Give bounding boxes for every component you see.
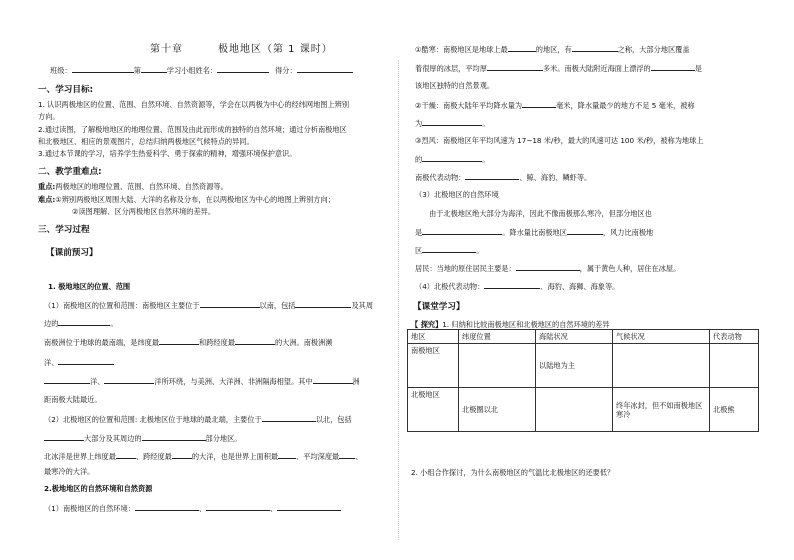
name-blank[interactable] bbox=[217, 65, 269, 73]
group-label: 第 bbox=[133, 66, 141, 75]
comparison-table bbox=[407, 329, 759, 432]
closest-continent-line: 距南极大陆最近。 bbox=[44, 395, 102, 404]
blank[interactable] bbox=[339, 451, 355, 459]
blank[interactable] bbox=[277, 503, 341, 511]
sep: 、 bbox=[198, 504, 207, 513]
score-blank[interactable] bbox=[297, 65, 353, 73]
arctic-ocean-line bbox=[44, 451, 362, 461]
antarctic-position-line bbox=[44, 300, 373, 310]
blank[interactable] bbox=[422, 154, 482, 162]
arctic-range-text-2: 部分地区。 bbox=[205, 434, 242, 443]
arctic-position-text: （2）北极地区的位置和范围: 北极地区位于地球的最北端，主要位于 bbox=[44, 415, 262, 424]
environment-subheading: 2.极地地区的自然环境和自然资源 bbox=[44, 484, 153, 493]
arctic-animals-text: 、海豹、海狮、海象等。 bbox=[540, 282, 620, 291]
blank[interactable] bbox=[142, 433, 206, 441]
blank[interactable] bbox=[200, 300, 260, 308]
ocean-text: 洋、 bbox=[44, 358, 59, 367]
latitude-text-2: 和跨经度最 bbox=[199, 338, 235, 347]
column-divider bbox=[398, 60, 399, 540]
goal-1-line-a: 1. 认识两极地区的位置、范围、自然环境、自然资源等，学会在以两极为中心的经纬网地图上辨别 bbox=[38, 100, 350, 109]
cold-text-5: 多米。南极大陆附近海面上漂浮的 bbox=[542, 64, 651, 73]
blank[interactable] bbox=[422, 245, 476, 253]
env-text: 是 bbox=[415, 228, 423, 237]
cold-text-4: 着很厚的冰层，平均厚 bbox=[415, 64, 487, 73]
difficulty-row bbox=[38, 195, 335, 204]
coldest-ocean-line: 最寒冷的大洋。 bbox=[44, 467, 95, 476]
extreme-cold-line-2 bbox=[415, 63, 702, 73]
dry-line-1 bbox=[415, 100, 695, 110]
goal-1-line-b: 方向。 bbox=[38, 112, 60, 121]
latitude-text-3: 的大洲。南极洲濒 bbox=[274, 338, 333, 347]
wind-line-2 bbox=[415, 154, 489, 164]
arctic-ocean-text: 北冰洋是世界上纬度最 bbox=[44, 452, 116, 461]
arctic-environment-heading: （3）北极地区的自然环境 bbox=[415, 190, 499, 199]
antarctic-environment-line bbox=[44, 503, 341, 513]
key-label: 重点: bbox=[38, 182, 56, 191]
table-cell: 北极熊 bbox=[710, 388, 759, 432]
latitude-text: 南极洲位于地球的最南端，是纬度最 bbox=[44, 338, 160, 347]
arctic-ocean-text-2: 、跨经度最 bbox=[135, 452, 172, 461]
cold-text-6: 是 bbox=[694, 64, 702, 73]
arctic-range-line bbox=[44, 433, 241, 443]
blank[interactable] bbox=[295, 300, 351, 308]
blank[interactable] bbox=[278, 451, 296, 459]
arctic-range-text: 大部分及其周边的 bbox=[84, 434, 142, 443]
table-cell[interactable] bbox=[613, 344, 710, 388]
ocean-text-3: 洋所环绕，与美洲、大洋洲、非洲隔海相望。其中 bbox=[154, 377, 313, 386]
difficulty-1: ①辨别两极地区周围大陆、大洋的名称及分布，在以两极地区为中心的地图上辨别方向； bbox=[55, 195, 335, 204]
blank[interactable] bbox=[516, 263, 580, 271]
antarctic-range-line bbox=[44, 318, 118, 328]
blank[interactable] bbox=[465, 172, 519, 180]
dry-text-4: 。 bbox=[482, 119, 490, 128]
goal-3: 3.通过本节课的学习，培养学生热爱科学、勇于探索的精神，增强环境保护意识。 bbox=[38, 149, 297, 158]
wind-text-2: 。 bbox=[482, 155, 490, 164]
blank[interactable] bbox=[58, 357, 114, 365]
residents-line bbox=[415, 263, 680, 273]
env-text-4: 区 bbox=[415, 246, 423, 255]
blank[interactable] bbox=[422, 118, 482, 126]
table-cell: 北极地区 bbox=[408, 388, 459, 432]
antarctic-position-text-2: 以南，包括 bbox=[259, 301, 296, 310]
blank[interactable] bbox=[172, 451, 192, 459]
cold-text: ①酷寒：南极地区是地球上最 bbox=[415, 45, 508, 54]
table-header-cell: 海陆状况 bbox=[536, 330, 613, 344]
env-text-3: ，风力比南极地 bbox=[602, 228, 654, 237]
sep: 、 bbox=[270, 504, 278, 513]
blank[interactable] bbox=[262, 414, 316, 422]
cold-text-2: 的地区，有 bbox=[535, 45, 572, 54]
ocean-text-2: 洋、 bbox=[90, 377, 105, 386]
arctic-position-text-2: 以北，包括 bbox=[315, 415, 352, 424]
section-process-heading: 三、学习过程 bbox=[38, 225, 90, 235]
table-cell: 终年冰封，但不如南极地区寒冷 bbox=[613, 388, 710, 432]
env-text-2: 。降水量比南极地区 bbox=[502, 228, 567, 237]
blank[interactable] bbox=[508, 44, 536, 52]
table-cell: 以陆地为主 bbox=[536, 344, 613, 388]
blank[interactable] bbox=[44, 376, 90, 384]
explore-line bbox=[411, 320, 610, 329]
chapter-label: 第十章 bbox=[150, 44, 183, 55]
blank[interactable] bbox=[422, 227, 502, 235]
blank[interactable] bbox=[135, 503, 199, 511]
table-cell[interactable] bbox=[710, 344, 759, 388]
residents-text: 居民：当地的原住居民主要是： bbox=[415, 264, 516, 273]
class-label: 班级： bbox=[50, 66, 72, 75]
ocean-line-2 bbox=[44, 376, 360, 386]
discussion-question: 2. 小组合作探讨，为什么南极地区的气温比北极地区的还要低？ bbox=[411, 468, 615, 477]
arctic-animals-line bbox=[415, 281, 619, 291]
student-info-row bbox=[50, 65, 353, 75]
animals-text: 、鲸、海豹、鳞虾等。 bbox=[519, 173, 592, 182]
page-title: 极地地区（第 1 课时） bbox=[218, 44, 333, 55]
arctic-ocean-text-5: 、 bbox=[355, 452, 363, 461]
table-row bbox=[408, 388, 759, 432]
table-header-cell: 地区 bbox=[408, 330, 459, 344]
cold-text-3: 之称，大部分地区覆盖 bbox=[617, 45, 690, 54]
class-learning-heading: 【课堂学习】 bbox=[413, 302, 465, 312]
range-text: 边的 bbox=[44, 319, 59, 328]
table-cell: 南极地区 bbox=[408, 344, 459, 388]
table-row bbox=[408, 344, 759, 388]
arctic-env-line-3 bbox=[415, 245, 483, 255]
dry-line-2 bbox=[415, 118, 489, 128]
group-blank[interactable] bbox=[141, 65, 167, 73]
arctic-animals-label: （4）北极代表动物： bbox=[415, 282, 485, 291]
antarctic-position-text: （1）南极地区的位置和范围：南极地区主要位于 bbox=[44, 301, 200, 310]
goal-2-line-a: 2.通过读图，了解极地地区的地理位置、范围及由此而形成的独特的自然环境；通过分析南极地区 bbox=[38, 125, 347, 134]
blank[interactable] bbox=[235, 337, 275, 345]
section-key-points-heading: 二、教学重难点: bbox=[38, 167, 102, 177]
antarctic-position-text-3: 及其周 bbox=[351, 301, 374, 310]
extreme-cold-line-3: 该地区独特的自然景观。 bbox=[415, 81, 495, 90]
section-goals-heading: 一、学习目标: bbox=[38, 85, 93, 95]
antarctic-animals-line bbox=[415, 172, 591, 182]
table-header-cell: 代表动物 bbox=[710, 330, 759, 344]
dry-text-3: 为 bbox=[415, 119, 423, 128]
dry-text-2: 毫米，降水量最少的地方不足 5 毫米，被称 bbox=[556, 101, 695, 110]
blank[interactable] bbox=[58, 318, 110, 326]
blank[interactable] bbox=[522, 100, 556, 108]
position-subheading: 1. 极地地区的位置、范围 bbox=[48, 282, 131, 291]
blank[interactable] bbox=[104, 376, 154, 384]
arctic-ocean-text-3: 的大洋，也是世界上面积最 bbox=[191, 452, 279, 461]
blank[interactable] bbox=[567, 227, 603, 235]
name-label: 学习小组姓名： bbox=[166, 66, 218, 75]
arctic-position-line bbox=[44, 414, 352, 424]
table-cell: 北极圈以北 bbox=[459, 388, 536, 432]
score-label: 得分： bbox=[275, 66, 297, 75]
blank[interactable] bbox=[484, 281, 540, 289]
arctic-ocean-text-4: 、平均深度最 bbox=[296, 452, 340, 461]
goal-2-line-b: 和北极地区、相应的景观图片，总结归纳两极地区气候特点的异同。 bbox=[38, 137, 254, 146]
antarctica-latitude-line bbox=[44, 337, 332, 347]
wind-text: 的 bbox=[415, 155, 423, 164]
blank[interactable] bbox=[44, 433, 84, 441]
blank[interactable] bbox=[651, 63, 695, 71]
blank[interactable] bbox=[487, 63, 543, 71]
table-cell[interactable] bbox=[536, 388, 613, 432]
key-text: 两极地区的地理位置、范围、自然环境、自然资源等。 bbox=[55, 182, 228, 191]
wind-line-1: ③烈风：南极地区年平均风速为 17~18 米/秒，最大的风速可达 100 米/秒，被称为地球上 bbox=[415, 136, 704, 145]
class-blank[interactable] bbox=[72, 65, 134, 73]
blank[interactable] bbox=[206, 503, 270, 511]
environment-text: （1）南极地区的自然环境： bbox=[44, 504, 135, 513]
preview-heading: 【课前预习】 bbox=[46, 248, 98, 258]
arctic-env-line-2 bbox=[415, 227, 653, 237]
key-point-row bbox=[38, 182, 228, 191]
explore-text: 1. 归纳和比较南极地区和北极地区的自然环境的差异 bbox=[442, 320, 610, 329]
range-text-2: 。 bbox=[110, 319, 118, 328]
table-header-cell: 气候状况 bbox=[613, 330, 710, 344]
difficulty-label: 难点: bbox=[38, 195, 56, 204]
table-header-cell: 纬度位置 bbox=[459, 330, 536, 344]
env-text-5: 。 bbox=[476, 246, 484, 255]
table-cell[interactable] bbox=[459, 344, 536, 388]
blank[interactable] bbox=[572, 44, 618, 52]
ocean-line-1 bbox=[44, 357, 114, 367]
extreme-cold-line-1 bbox=[415, 44, 690, 54]
arctic-env-line-1: 由于北极地区绝大部分为海洋，因此不像南极那么寒冷，但部分地区也 bbox=[429, 209, 652, 218]
difficulty-2: ②读图理解、区分两极地区自然环境的差异。 bbox=[72, 207, 216, 216]
animals-label: 南极代表动物： bbox=[415, 173, 466, 182]
dry-text: ②干燥：南极大陆年平均降水量为 bbox=[415, 101, 523, 110]
table-header-row bbox=[408, 330, 759, 344]
residents-text-2: ，属于黄色人种，居住在冰屋。 bbox=[579, 264, 681, 273]
blank[interactable] bbox=[116, 451, 136, 459]
explore-label: 【 探究】 bbox=[411, 320, 443, 329]
blank[interactable] bbox=[159, 337, 199, 345]
ocean-text-4: 洲 bbox=[352, 377, 360, 386]
blank[interactable] bbox=[313, 376, 353, 384]
